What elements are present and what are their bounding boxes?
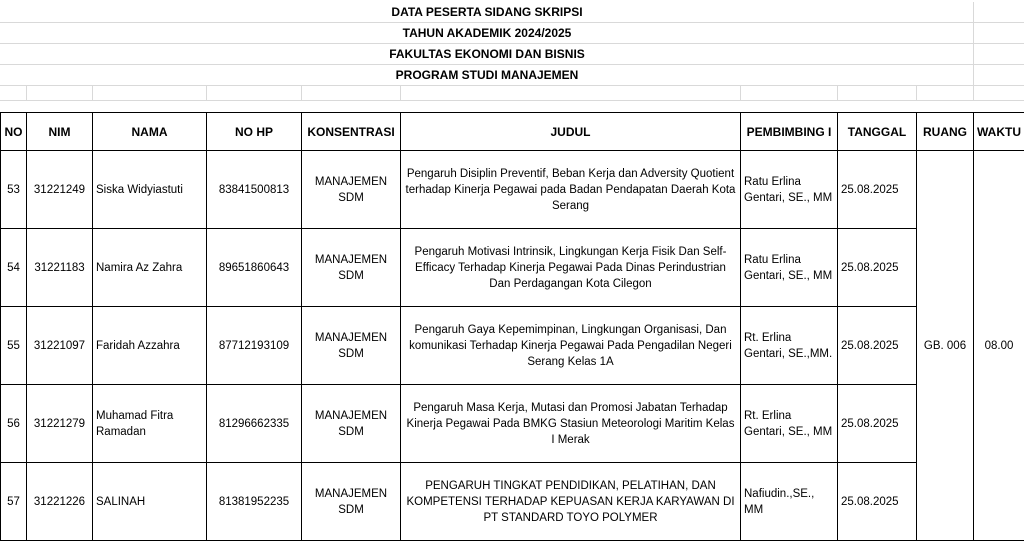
cell-no[interactable]: 56 [1,385,27,463]
faculty-title: FAKULTAS EKONOMI DAN BISNIS [0,44,974,64]
cell-nama[interactable]: Namira Az Zahra [93,229,207,307]
academic-year-title: TAHUN AKADEMIK 2024/2025 [0,23,974,43]
cell-judul[interactable]: Pengaruh Disiplin Preventif, Beban Kerja dan Adversity Quotient terhadap Kinerja Pegawai pada Badan Pendapatan Daerah Kota Serang [401,151,741,229]
cell-nim[interactable]: 31221226 [27,463,93,541]
cell-pembimbing[interactable]: Nafiudin.,SE., MM [741,463,838,541]
cell-judul[interactable]: Pengaruh Masa Kerja, Mutasi dan Promosi Jabatan Terhadap Kinerja Pegawai Pada BMKG Stasiun Meteorologi Maritim Kelas I Merak [401,385,741,463]
cell-no[interactable]: 53 [1,151,27,229]
header-konsentrasi[interactable]: KONSENTRASI [302,113,401,151]
table-row [1,307,1024,385]
cell-nim[interactable]: 31221183 [27,229,93,307]
cell-konsentrasi[interactable]: MANAJEMEN SDM [302,463,401,541]
header-judul[interactable]: JUDUL [401,113,741,151]
cell-konsentrasi[interactable]: MANAJEMEN SDM [302,151,401,229]
cell-pembimbing[interactable]: Ratu Erlina Gentari, SE., MM [741,151,838,229]
header-pembimbing[interactable]: PEMBIMBING I [741,113,838,151]
cell-pembimbing[interactable]: Ratu Erlina Gentari, SE., MM [741,229,838,307]
program-title: PROGRAM STUDI MANAJEMEN [0,65,974,85]
header-ruang[interactable]: RUANG [917,113,974,151]
cell-nim[interactable]: 31221097 [27,307,93,385]
cell-tanggal[interactable]: 25.08.2025 [838,151,917,229]
cell-nama[interactable]: Muhamad Fitra Ramadan [93,385,207,463]
empty-row [0,86,1024,101]
cell-nama[interactable]: SALINAH [93,463,207,541]
cell-tanggal[interactable]: 25.08.2025 [838,229,917,307]
cell-nim[interactable]: 31221279 [27,385,93,463]
cell-ruang[interactable]: GB. 006 [917,151,974,541]
cell-nohp[interactable]: 83841500813 [207,151,302,229]
header-nim[interactable]: NIM [27,113,93,151]
cell-no[interactable]: 55 [1,307,27,385]
cell-judul[interactable]: PENGARUH TINGKAT PENDIDIKAN, PELATIHAN, DAN KOMPETENSI TERHADAP KEPUASAN KERJA KARYAWAN DI PT STANDARD TOYO POLYMER [401,463,741,541]
cell-konsentrasi[interactable]: MANAJEMEN SDM [302,385,401,463]
participants-table [0,112,1024,541]
cell-nohp[interactable]: 87712193109 [207,307,302,385]
table-row [1,385,1024,463]
cell-nim[interactable]: 31221249 [27,151,93,229]
cell-judul[interactable]: Pengaruh Gaya Kepemimpinan, Lingkungan Organisasi, Dan komunikasi Terhadap Kinerja Pegawai Pada Pengadilan Negeri Serang Kelas 1A [401,307,741,385]
cell-konsentrasi[interactable]: MANAJEMEN SDM [302,229,401,307]
cell-nohp[interactable]: 81381952235 [207,463,302,541]
cell-nama[interactable]: Siska Widyiastuti [93,151,207,229]
table-row [1,229,1024,307]
sheet-title: DATA PESERTA SIDANG SKRIPSI [0,2,974,22]
cell-pembimbing[interactable]: Rt. Erlina Gentari, SE., MM [741,385,838,463]
title-row [0,2,1024,23]
title-row [0,44,1024,65]
cell-konsentrasi[interactable]: MANAJEMEN SDM [302,307,401,385]
header-tanggal[interactable]: TANGGAL [838,113,917,151]
table-row [1,151,1024,229]
cell-tanggal[interactable]: 25.08.2025 [838,385,917,463]
cell-nohp[interactable]: 81296662335 [207,385,302,463]
cell-judul[interactable]: Pengaruh Motivasi Intrinsik, Lingkungan Kerja Fisik Dan Self-Efficacy Terhadap Kinerja Pegawai Pada Dinas Perindustrian Dan Perdagangan Kota Cilegon [401,229,741,307]
cell-tanggal[interactable]: 25.08.2025 [838,463,917,541]
cell-nama[interactable]: Faridah Azzahra [93,307,207,385]
table-row [1,463,1024,541]
header-no[interactable]: NO [1,113,27,151]
cell-tanggal[interactable]: 25.08.2025 [838,307,917,385]
cell-no[interactable]: 54 [1,229,27,307]
header-nama[interactable]: NAMA [93,113,207,151]
cell-nohp[interactable]: 89651860643 [207,229,302,307]
table-header-row [1,113,1024,151]
title-row [0,65,1024,86]
cell-waktu[interactable]: 08.00 [974,151,1024,541]
cell-no[interactable]: 57 [1,463,27,541]
header-nohp[interactable]: NO HP [207,113,302,151]
cell-pembimbing[interactable]: Rt. Erlina Gentari, SE.,MM. [741,307,838,385]
title-row [0,23,1024,44]
header-waktu[interactable]: WAKTU [974,113,1024,151]
